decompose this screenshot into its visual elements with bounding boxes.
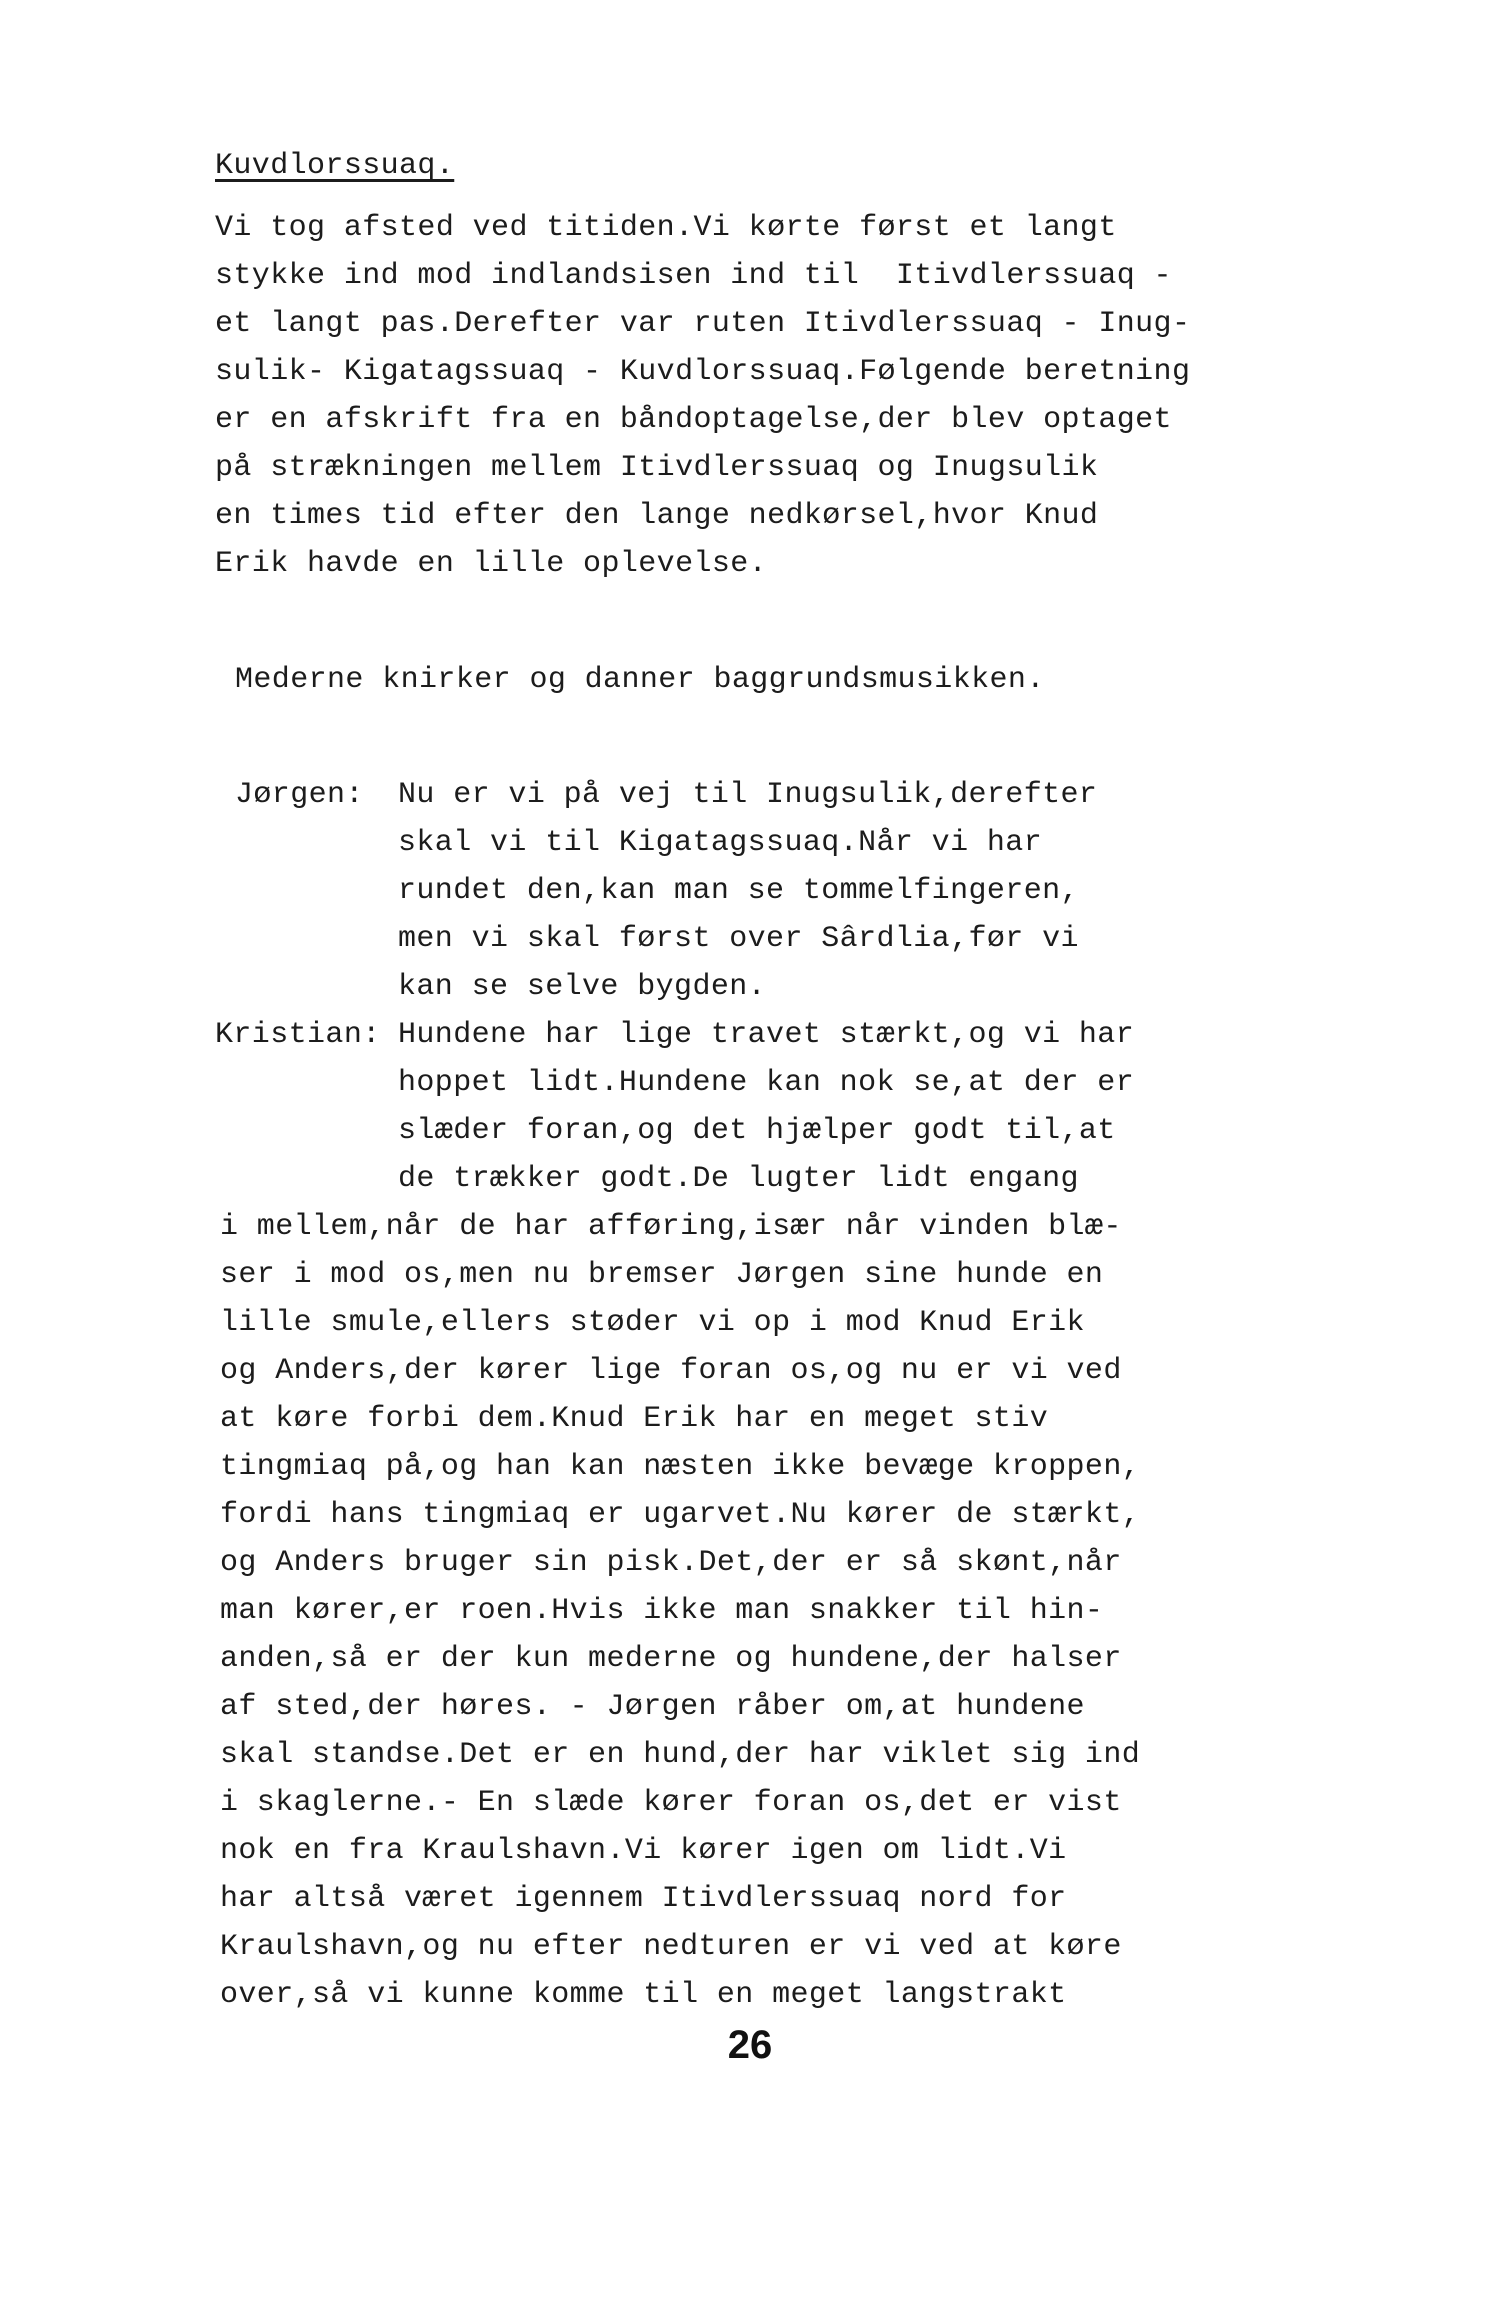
body-line: af sted,der høres. - Jørgen råber om,at hundene xyxy=(220,1690,1085,1724)
body-line: lille smule,ellers støder vi op i mod Knud Erik xyxy=(220,1306,1085,1340)
sound-note: Mederne knirker og danner baggrundsmusikken. xyxy=(235,663,1045,697)
body-line: har altså været igennem Itivdlerssuaq nord for xyxy=(220,1882,1067,1916)
dialogue-line: skal vi til Kigatagssuaq.Når vi har xyxy=(398,826,1043,860)
body-line: tingmiaq på,og han kan næsten ikke bevæge kroppen, xyxy=(220,1450,1141,1484)
body-line: anden,så er der kun mederne og hundene,der halser xyxy=(220,1642,1122,1676)
body-line: nok en fra Kraulshavn.Vi kører igen om lidt.Vi xyxy=(220,1834,1067,1868)
body-line: og Anders bruger sin pisk.Det,der er så skønt,når xyxy=(220,1546,1122,1580)
body-line: ser i mod os,men nu bremser Jørgen sine hunde en xyxy=(220,1258,1104,1292)
dialogue-line: de trækker godt.De lugter lidt engang xyxy=(398,1162,1079,1196)
intro-line: stykke ind mod indlandsisen ind til Itivdlerssuaq - xyxy=(215,259,1172,293)
dialogue-line: rundet den,kan man se tommelfingeren, xyxy=(398,874,1079,908)
intro-line: på strækningen mellem Itivdlerssuaq og Inugsulik xyxy=(215,451,1099,485)
body-line: i mellem,når de har afføring,især når vinden blæ- xyxy=(220,1210,1122,1244)
intro-line: en times tid efter den lange nedkørsel,hvor Knud xyxy=(215,499,1099,533)
intro-line: sulik- Kigatagssuaq - Kuvdlorssuaq.Følgende beretning xyxy=(215,355,1191,389)
dialogue-line: hoppet lidt.Hundene kan nok se,at der er xyxy=(398,1066,1135,1100)
intro-line: et langt pas.Derefter var ruten Itivdlerssuaq - Inug- xyxy=(215,307,1191,341)
dialogue-line: men vi skal først over Sârdlia,før vi xyxy=(398,922,1079,956)
dialogue-line: slæder foran,og det hjælper godt til,at xyxy=(398,1114,1116,1148)
intro-line: Vi tog afsted ved titiden.Vi kørte først et langt xyxy=(215,211,1117,245)
intro-line: Erik havde en lille oplevelse. xyxy=(215,547,768,581)
dialogue-line: Hundene har lige travet stærkt,og vi har xyxy=(398,1018,1135,1052)
body-line: man kører,er roen.Hvis ikke man snakker til hin- xyxy=(220,1594,1104,1628)
intro-line: er en afskrift fra en båndoptagelse,der blev optaget xyxy=(215,403,1172,437)
body-line: og Anders,der kører lige foran os,og nu er vi ved xyxy=(220,1354,1122,1388)
body-line: skal standse.Det er en hund,der har viklet sig ind xyxy=(220,1738,1141,1772)
body-line: at køre forbi dem.Knud Erik har en meget stiv xyxy=(220,1402,1049,1436)
page-number: 26 xyxy=(727,2023,773,2067)
body-line: Kraulshavn,og nu efter nedturen er vi ved at køre xyxy=(220,1930,1122,1964)
body-line: over,så vi kunne komme til en meget langstrakt xyxy=(220,1978,1067,2012)
speaker-label-jorgen: Jørgen: xyxy=(235,778,364,812)
body-line: i skaglerne.- En slæde kører foran os,det er vist xyxy=(220,1786,1122,1820)
dialogue-line: Nu er vi på vej til Inugsulik,derefter xyxy=(398,778,1098,812)
body-line: fordi hans tingmiaq er ugarvet.Nu kører de stærkt, xyxy=(220,1498,1141,1532)
dialogue-line: kan se selve bygden. xyxy=(398,970,767,1004)
speaker-label-kristian: Kristian: xyxy=(215,1018,381,1052)
section-heading: Kuvdlorssuaq. xyxy=(215,149,455,183)
